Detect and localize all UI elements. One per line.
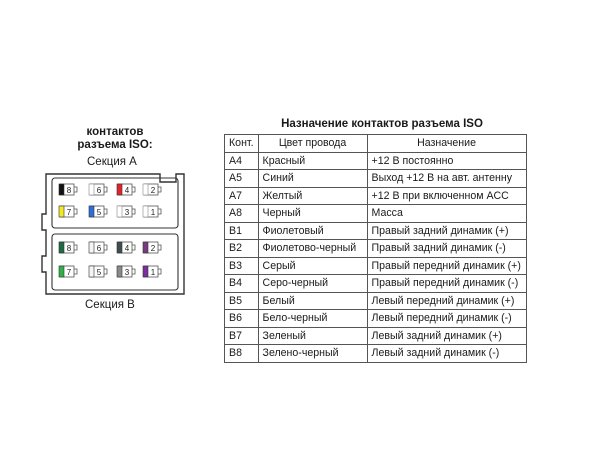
table-row <box>225 275 527 293</box>
pin-wire-color <box>117 184 122 195</box>
function-cell: Левый задний динамик (-) <box>367 345 526 363</box>
function-cell: Правый передний динамик (+) <box>367 257 526 275</box>
pin-cell: A8 <box>225 205 259 223</box>
wire-color-cell: Зелено-черный <box>258 345 367 363</box>
pin-number: 7 <box>66 268 72 277</box>
connector-pin <box>117 242 135 253</box>
wire-color-cell: Бело-черный <box>258 310 367 328</box>
pin-number: 2 <box>150 244 156 253</box>
pin-number: 2 <box>150 186 156 195</box>
wire-color-cell: Фиолетовый <box>258 222 367 240</box>
table-row <box>225 152 527 170</box>
wire-color-cell: Зеленый <box>258 327 367 345</box>
pin-number: 6 <box>96 186 102 195</box>
connector-title-line-1: контактов <box>86 126 144 138</box>
wire-color-cell: Белый <box>258 292 367 310</box>
connector-pin <box>59 206 77 217</box>
pin-number: 1 <box>150 208 156 217</box>
pin-number: 7 <box>66 208 72 217</box>
pin-wire-color <box>143 184 148 195</box>
header-wire-color: Цвет провода <box>258 135 367 153</box>
connector-pin <box>117 184 135 195</box>
table-row <box>225 327 527 345</box>
pin-cell: B1 <box>225 222 259 240</box>
connector-pin <box>89 242 107 253</box>
table-header-row <box>225 135 527 153</box>
connector-pin <box>117 266 135 277</box>
section-a-label: Секция A <box>87 156 137 168</box>
pin-wire-color <box>89 206 94 217</box>
function-cell: Правый задний динамик (-) <box>367 240 526 258</box>
connector-pin <box>59 242 77 253</box>
wire-color-cell: Синий <box>258 170 367 188</box>
wire-color-cell: Фиолетово-черный <box>258 240 367 258</box>
iso-connector-diagram <box>40 168 190 300</box>
table-row <box>225 345 527 363</box>
table-row <box>225 257 527 275</box>
header-pin: Конт. <box>225 135 259 153</box>
pin-wire-color <box>117 242 122 253</box>
pin-wire-color <box>143 206 148 217</box>
connector-pin <box>89 206 107 217</box>
pin-cell: A7 <box>225 187 259 205</box>
pin-wire-color <box>143 266 148 277</box>
pinout-table <box>224 134 527 363</box>
pin-number: 8 <box>66 186 72 195</box>
pin-wire-color <box>117 266 122 277</box>
function-cell: Правый задний динамик (+) <box>367 222 526 240</box>
connector-pin <box>143 242 161 253</box>
pin-cell: A4 <box>225 152 259 170</box>
connector-pin <box>143 184 161 195</box>
function-cell: +12 В постоянно <box>367 152 526 170</box>
connector-pin <box>143 266 161 277</box>
connector-pin <box>89 184 107 195</box>
connector-title-line-2: разъема ISO: <box>77 139 153 151</box>
function-cell: Масса <box>367 205 526 223</box>
table-row <box>225 170 527 188</box>
pin-number: 3 <box>124 208 130 217</box>
table-row <box>225 222 527 240</box>
function-cell: Левый передний динамик (-) <box>367 310 526 328</box>
pin-wire-color <box>59 266 64 277</box>
wire-color-cell: Серо-черный <box>258 275 367 293</box>
table-row <box>225 310 527 328</box>
wire-color-cell: Красный <box>258 152 367 170</box>
pin-wire-color <box>59 242 64 253</box>
pin-wire-color <box>89 242 94 253</box>
wire-color-cell: Желтый <box>258 187 367 205</box>
connector-pin <box>143 206 161 217</box>
pin-cell: B8 <box>225 345 259 363</box>
pin-wire-color <box>89 266 94 277</box>
connector-pin <box>117 206 135 217</box>
table-row <box>225 205 527 223</box>
table-title: Назначение контактов разъема ISO <box>281 118 483 130</box>
pin-number: 5 <box>96 208 102 217</box>
pin-cell: B5 <box>225 292 259 310</box>
connector-title <box>40 126 190 152</box>
pin-number: 4 <box>124 244 130 253</box>
pin-cell: B6 <box>225 310 259 328</box>
pin-wire-color <box>143 242 148 253</box>
header-function: Назначение <box>367 135 526 153</box>
connector-pin <box>89 266 107 277</box>
function-cell: Левый задний динамик (+) <box>367 327 526 345</box>
section-b-label: Секция B <box>85 299 135 311</box>
pin-cell: B7 <box>225 327 259 345</box>
function-cell: Выход +12 В на авт. антенну <box>367 170 526 188</box>
pin-cell: B2 <box>225 240 259 258</box>
pin-cell: B4 <box>225 275 259 293</box>
wire-color-cell: Черный <box>258 205 367 223</box>
pin-cell: B3 <box>225 257 259 275</box>
pin-number: 3 <box>124 268 130 277</box>
pin-cell: A5 <box>225 170 259 188</box>
pin-number: 8 <box>66 244 72 253</box>
pin-wire-color <box>117 206 122 217</box>
pin-wire-color <box>59 184 64 195</box>
pin-number: 1 <box>150 268 156 277</box>
function-cell: Левый передний динамик (+) <box>367 292 526 310</box>
pin-wire-color <box>59 206 64 217</box>
pin-number: 4 <box>124 186 130 195</box>
table-row <box>225 292 527 310</box>
table-row <box>225 187 527 205</box>
pin-wire-color <box>89 184 94 195</box>
table-row <box>225 240 527 258</box>
connector-pin <box>59 266 77 277</box>
connector-pin <box>59 184 77 195</box>
pin-number: 5 <box>96 268 102 277</box>
pin-number: 6 <box>96 244 102 253</box>
function-cell: +12 В при включенном ACC <box>367 187 526 205</box>
function-cell: Правый передний динамик (-) <box>367 275 526 293</box>
wire-color-cell: Серый <box>258 257 367 275</box>
